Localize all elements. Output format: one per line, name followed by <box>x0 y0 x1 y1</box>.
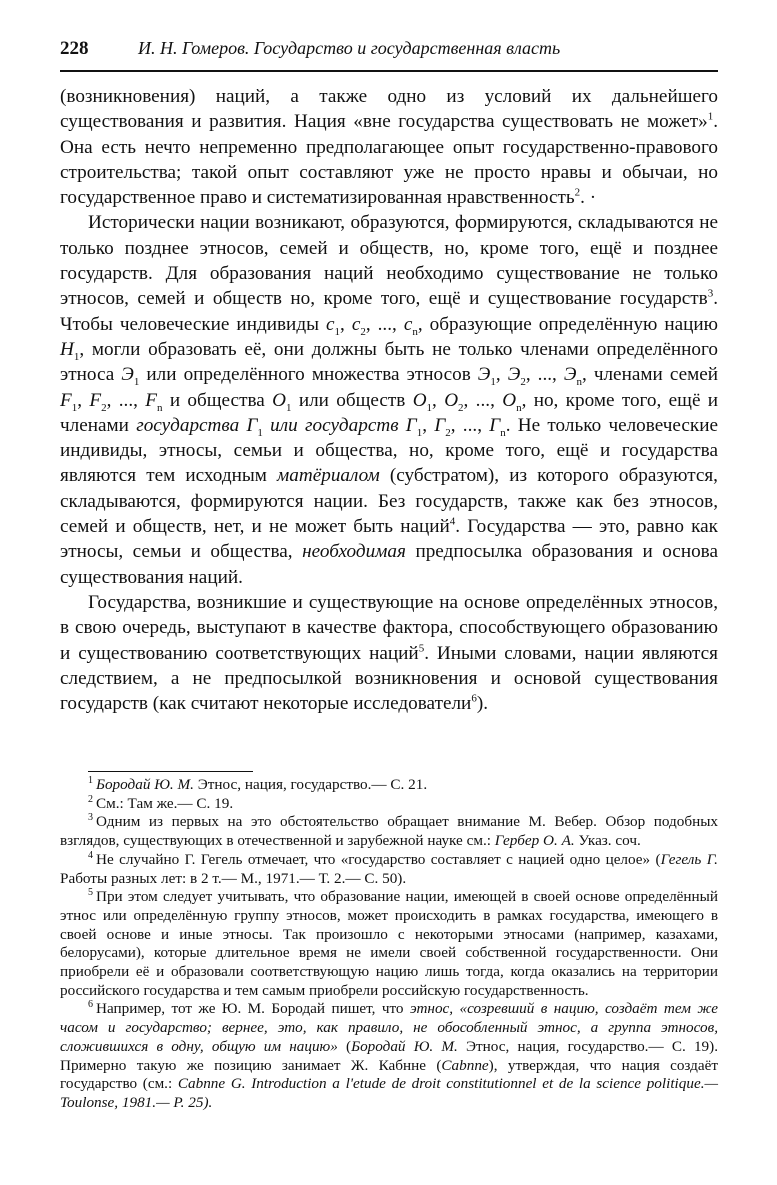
text-run: . Чтобы человеческие индивиды <box>60 288 718 335</box>
footnote-number: 3 <box>88 812 93 824</box>
footnote-2 <box>60 795 718 814</box>
text-run: , <box>422 414 435 436</box>
text-run: , но, кроме того, ещё и членами <box>60 389 719 436</box>
math-var: Э <box>563 364 577 386</box>
author-name: Бородай Ю. М. <box>96 776 194 793</box>
math-var: Э <box>121 364 134 386</box>
page-number: 228 <box>60 38 89 59</box>
text-run: , ..., <box>450 414 490 436</box>
text-run: и общества <box>162 389 273 411</box>
math-sub: 1 <box>490 376 496 389</box>
text-run: , могли образовать её, они должны быть не только членами определённого этноса <box>60 338 718 386</box>
math-var: Г <box>489 414 501 436</box>
math-var: c <box>351 313 361 335</box>
italic-run: матёриалом <box>277 465 380 487</box>
math-var: F <box>89 389 102 411</box>
footnote-ref: 4 <box>449 515 456 528</box>
footnote-ref: 5 <box>418 642 425 655</box>
math-var: c <box>403 313 413 335</box>
footnote-ref: 1 <box>707 110 714 123</box>
text-run: (субстратом), из которого образуются, складываются, формируются нации. Без государств, также как без этносов, семей и обществ, нет, и не может быть наций <box>60 465 718 538</box>
footnote-number: 2 <box>88 793 93 805</box>
math-sub: 2 <box>360 325 366 338</box>
math-sub: 1 <box>257 426 263 439</box>
italic-run: или государств Г <box>262 414 417 436</box>
text-run: , образующие определённую нацию <box>417 313 718 335</box>
footnote-3 <box>60 813 718 850</box>
math-sub: 1 <box>73 350 80 363</box>
footnote-6 <box>60 1000 718 1112</box>
footnote-number: 6 <box>88 999 93 1011</box>
math-sub: n <box>500 426 506 439</box>
footnote-text: Одним из первых на это обстоятельство обращает внимание М. Вебер. Обзор подобных взглядов, существующих в отечественной и зарубежной науке см.: <box>60 813 718 850</box>
math-var: H <box>60 338 74 360</box>
math-sub: 1 <box>416 426 423 439</box>
paragraph-2 <box>60 210 718 589</box>
math-var: O <box>412 389 427 411</box>
math-var: Г <box>434 414 446 436</box>
text-run: ). <box>476 693 488 715</box>
paragraph-3 <box>60 590 718 716</box>
text-run: , <box>495 364 508 386</box>
text-run: , <box>432 389 445 411</box>
text-run: (возникновения) наций, а также одно из условий их дальнейшего существования и развития. Нация «вне государства существовать не может» <box>60 86 718 133</box>
math-sub: 1 <box>285 401 292 414</box>
author-name: Гегель Г. <box>660 850 718 868</box>
math-sub: n <box>576 376 582 389</box>
header-rule <box>60 70 718 72</box>
quotation: этнос, «созревший в нацию, создаёт тем же часом и государство; вернее, это, как правило, не обособленный этнос, а группа этносов, сложившихся в одну, общую им нацию» <box>60 1000 718 1055</box>
text-run: . Государства — это, равно как этносы, семьи и общества, <box>60 516 718 563</box>
text-run: , ..., <box>365 313 404 335</box>
text-run: , <box>340 313 352 335</box>
text-run: предпосылка образования и основа существования наций. <box>60 541 719 588</box>
paragraph-1 <box>60 84 718 210</box>
footnote-text: См.: Там же.— С. 19. <box>96 794 234 812</box>
italic-run: необходимая <box>302 541 406 563</box>
footnote-number: 4 <box>88 849 93 861</box>
footnote-text: Не случайно Г. Гегель отмечает, что «государство составляет с нацией одно целое» ( <box>96 850 661 868</box>
text-run: или определённого множества этносов <box>139 364 478 386</box>
text-run: , <box>77 389 90 411</box>
footnote-text: Этнос, нация, государство.— С. 19). Примерно такую же позицию занимает Ж. Кабнне ( <box>60 1037 718 1074</box>
page-header <box>60 36 730 61</box>
footnotes <box>60 776 718 1113</box>
footnote-text: Например, тот же Ю. М. Бородай пишет, что <box>96 1000 410 1018</box>
italic-run: государства Г <box>136 414 258 436</box>
text-run: . · <box>580 187 597 209</box>
math-sub: 2 <box>520 376 526 389</box>
math-var: F <box>145 389 157 411</box>
footnote-ref: 3 <box>707 287 714 300</box>
math-sub: n <box>516 401 522 414</box>
math-sub: 1 <box>334 325 341 338</box>
math-var: Э <box>507 364 521 386</box>
text-run: или обществ <box>291 389 413 411</box>
footnote-text: Работы разных лет: в 2 т.— М., 1971.— Т. 2.— С. 50). <box>60 869 407 887</box>
math-var: F <box>60 389 72 411</box>
math-sub: 1 <box>426 401 433 414</box>
footnote-number: 5 <box>88 887 93 899</box>
footnote-1 <box>60 776 718 795</box>
math-sub: 2 <box>458 401 464 414</box>
author-name: Бородай Ю. М. <box>351 1037 458 1055</box>
footnote-text: Этнос, нация, государство.— С. 21. <box>193 776 428 793</box>
reference: Cabnne G. Introduction a l'etude de droit constitutionnel et de la science politique.— Toulonse, 1981.— P. 25). <box>60 1075 719 1111</box>
text-run: . Иными словами, нации являются следствием, а не предпосылкой возникновения и основой существования государств (как считают некоторые исследователи <box>60 642 719 715</box>
math-var: O <box>502 389 517 411</box>
author-name: Cabnne <box>441 1056 489 1074</box>
math-sub: 2 <box>445 426 451 439</box>
footnote-5 <box>60 888 718 1000</box>
math-sub: n <box>157 401 163 414</box>
text-run: Исторически нации возникают, образуются, формируются, складываются не только позднее этносов, семей и обществ, но, кроме того, ещё и позднее государств. Для образования наций необходимо существование не только этносов, семей и обществ но, кроме того, ещё и существование государств <box>60 212 718 310</box>
footnote-text: ( <box>337 1037 352 1055</box>
math-var: Э <box>477 364 491 386</box>
text-run: , ..., <box>463 389 503 411</box>
text-run: , ..., <box>525 364 564 386</box>
footnote-text: ), утверждая, что нация создаёт государство (см.: <box>60 1056 718 1093</box>
running-title: И. Н. Гомеров. Государство и государственная власть <box>138 38 561 58</box>
math-var: c <box>325 313 335 335</box>
footnote-4 <box>60 851 718 888</box>
math-sub: 2 <box>101 401 107 414</box>
main-text <box>60 84 718 716</box>
author-name: Гербер О. А. <box>494 832 575 850</box>
math-var: O <box>444 389 459 411</box>
text-run: . Она есть нечто непременно предполагающее опыт государственно-правового строительства; такой опыт составляют уже не просто нравы и обычаи, но государственное право и систематизированная нравственность <box>60 111 718 209</box>
text-run: , членами семей <box>581 364 719 386</box>
math-sub: n <box>412 325 418 338</box>
footnote-ref: 2 <box>574 186 581 199</box>
footnote-ref: 6 <box>471 692 477 705</box>
text-run: Государства, возникшие и существующие на основе определённых этносов, в свою очередь, выступают в качестве фактора, способствующего образованию и существованию соответствующих наций <box>60 591 718 664</box>
footnote-number: 1 <box>88 774 93 786</box>
footnote-text: При этом следует учитывать, что образование нации, имеющей в своей основе определённый этнос или определённую группу этносов, может происходить в рамках государства, имеющего в своей основе и иные этносы. Так произошло с некоторыми этносами (например, казахами, белорусами), которые длительное время не имели своей собственной государственности. Они приобрели её и образовали соответствующую нацию лишь тогда, когда оказались на территории российского государства и тем самым приобрели российскую государственность. <box>60 888 718 999</box>
footnote-text: Указ. соч. <box>574 832 641 850</box>
text-run: . Не только человеческие индивиды, этносы, семьи и общества, но, кроме того, ещё и государства являются тем исходным <box>60 414 719 487</box>
footnote-separator <box>88 771 253 772</box>
math-var: O <box>272 389 286 411</box>
text-run: , ..., <box>106 389 146 411</box>
math-sub: 1 <box>133 376 140 389</box>
math-sub: 1 <box>71 401 78 414</box>
